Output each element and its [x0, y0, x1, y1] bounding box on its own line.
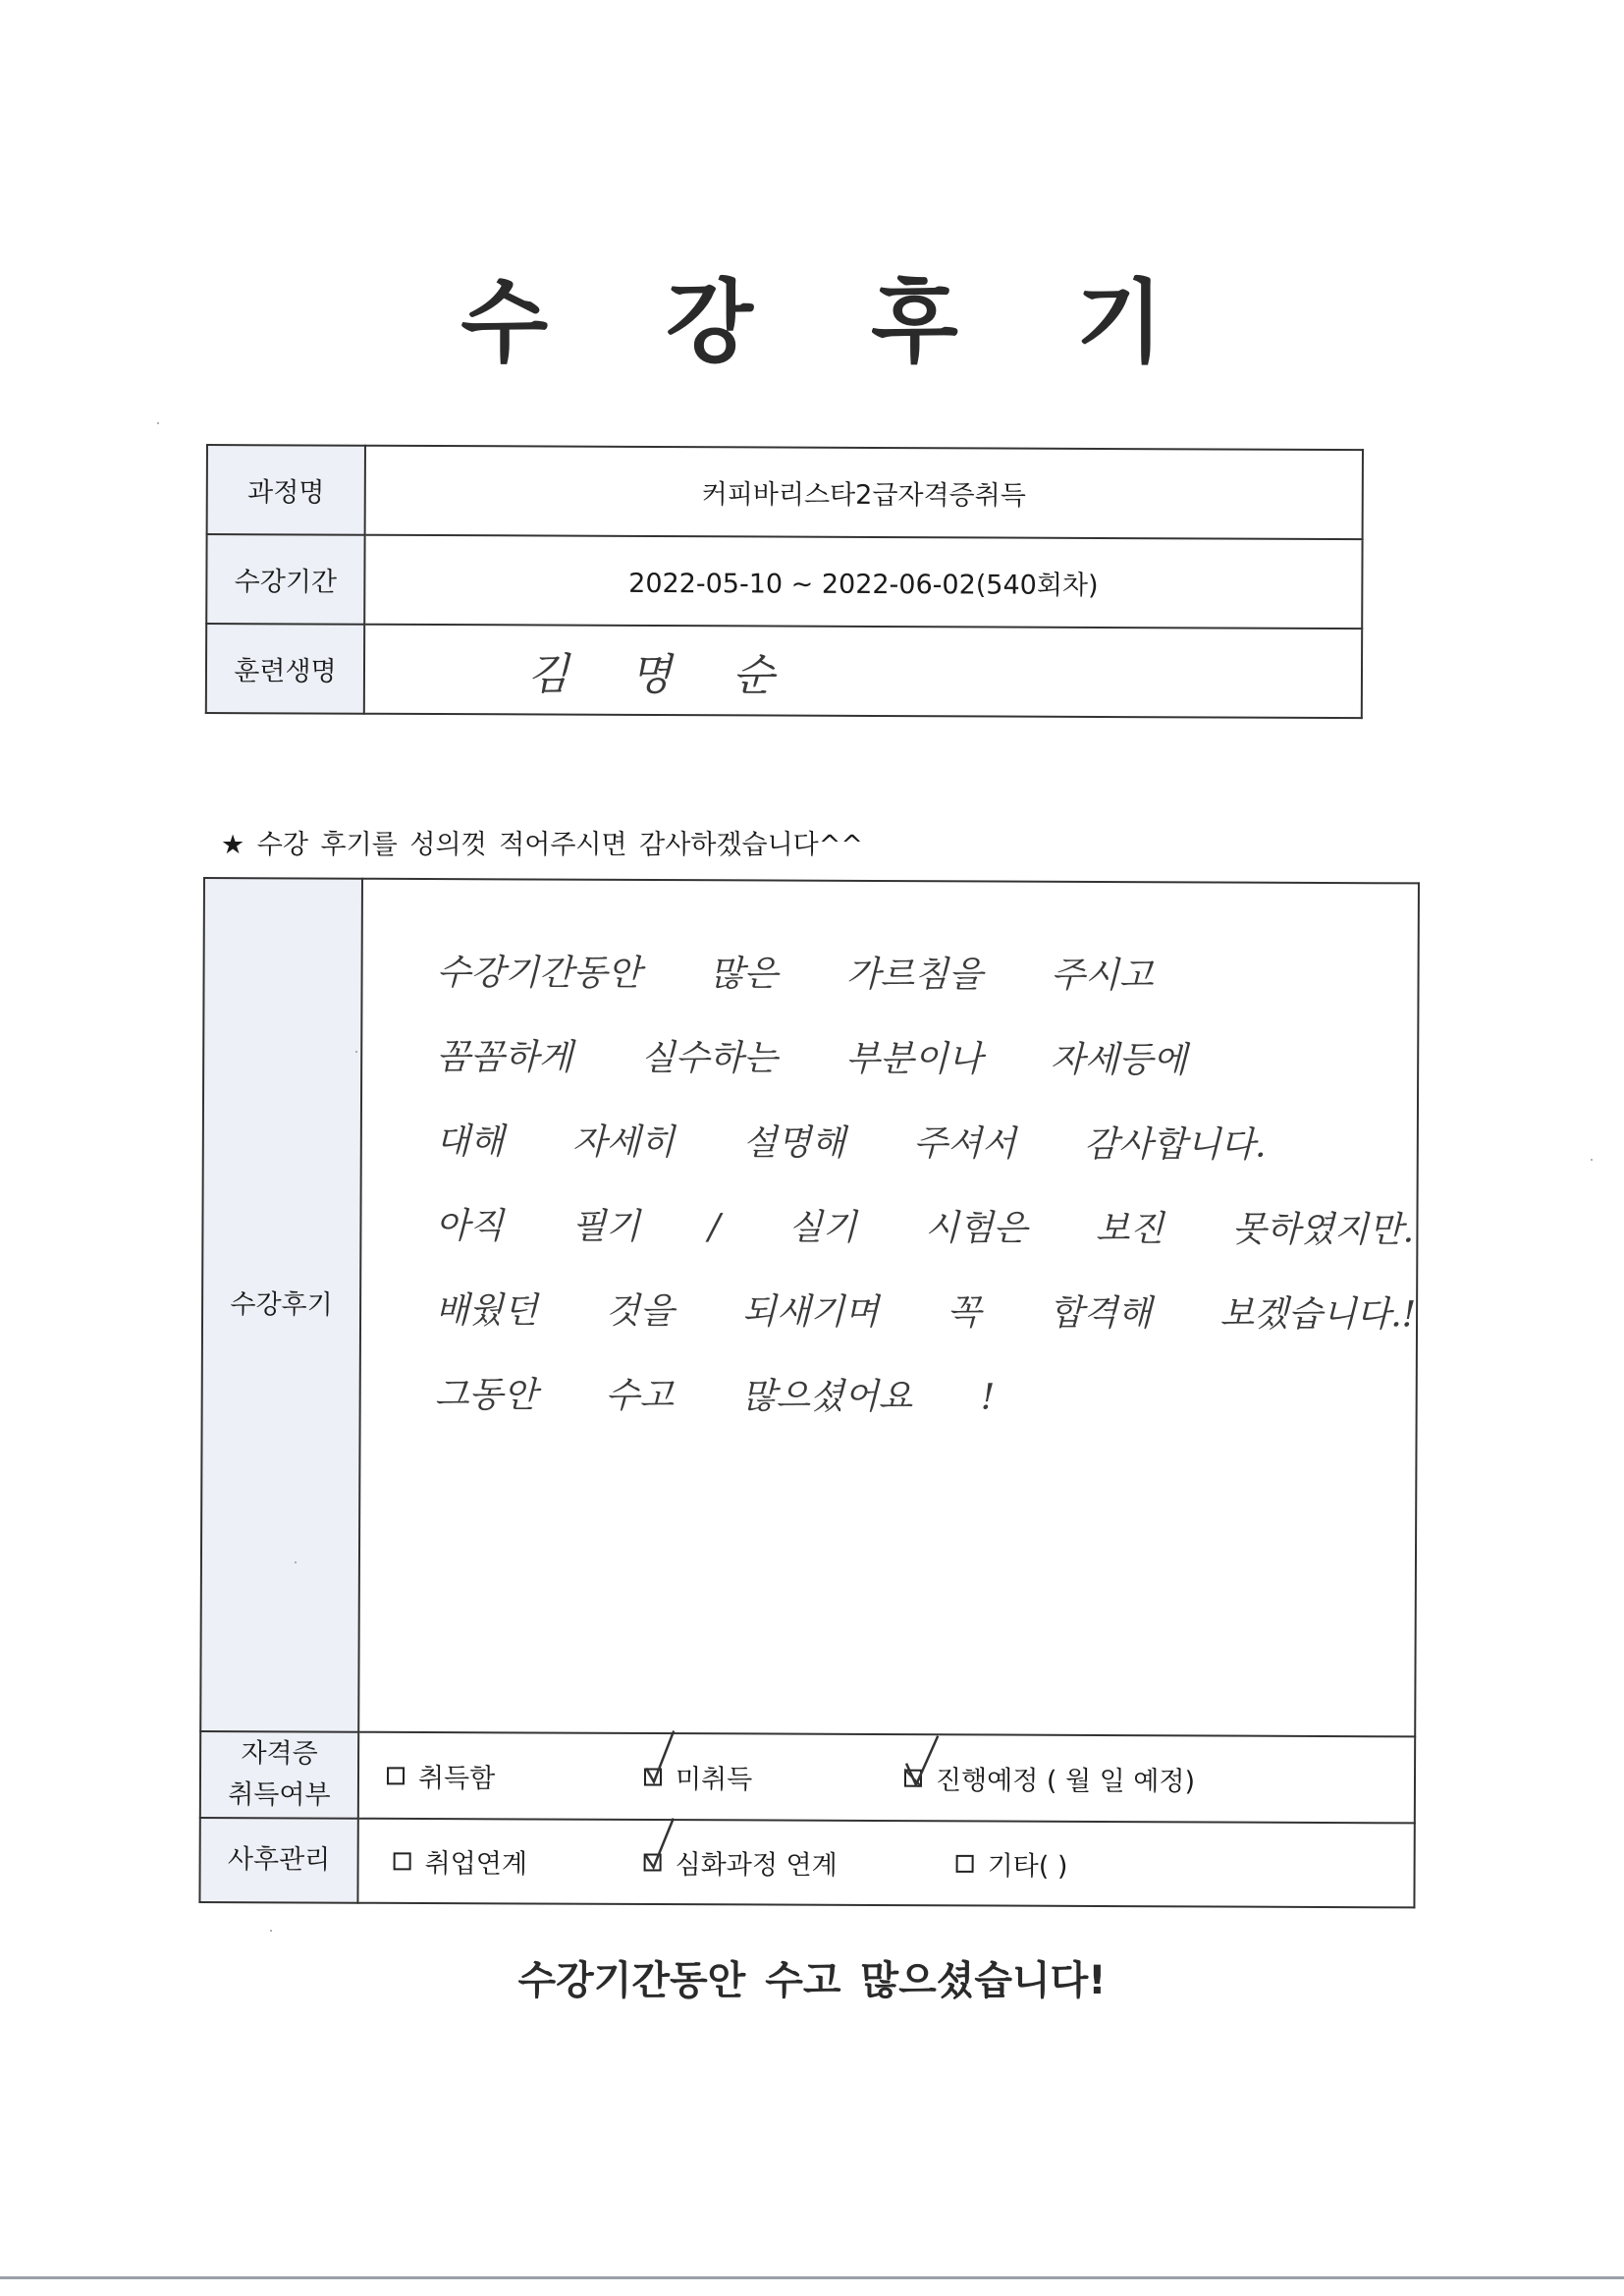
review-line: 아직 필기 / 실기 시험은 보진 못하였지만. [435, 1206, 1415, 1251]
certificate-label [200, 1731, 358, 1818]
trainee-row [206, 624, 1362, 718]
period-value: 2022-05-10 ~ 2022-06-02(540회차) [364, 535, 1362, 629]
scan-edge [0, 2276, 1624, 2279]
checkbox-job-link[interactable] [394, 1852, 411, 1870]
aftercare-label: 사후관리 [199, 1818, 357, 1903]
course-info-table [205, 444, 1364, 719]
scan-speck [270, 1930, 272, 1932]
checkbox-other[interactable] [956, 1855, 974, 1873]
option-job-link-label: 취업연계 [424, 1848, 528, 1880]
certificate-label-line2: 취득여부 [228, 1778, 331, 1811]
review-line: 꼼꼼하게 실수하는 부분이나 자세등에 [436, 1037, 1188, 1081]
checkmark-icon [644, 1728, 679, 1785]
certificate-row [200, 1731, 1415, 1823]
aftercare-row [199, 1818, 1414, 1907]
option-in-progress[interactable] [904, 1758, 1195, 1797]
footer-message: 수강기간동안 수고 많으셨습니다! [517, 1958, 1107, 2003]
option-acquired-label: 취득함 [417, 1763, 496, 1794]
option-in-progress-label: 진행예정 ( 월 일 예정) [935, 1765, 1196, 1797]
option-other-label: 기타( ) [987, 1850, 1068, 1883]
aftercare-options [357, 1818, 1414, 1907]
review-body [358, 879, 1419, 1737]
certificate-options [358, 1732, 1415, 1823]
option-advanced-course[interactable] [644, 1842, 838, 1882]
review-line: 수강기간동안 많은 가르침을 주시고 [436, 953, 1154, 997]
review-line: 배웠던 것을 되새기며 꼭 합격해 보겠습니다.! [434, 1290, 1417, 1336]
course-row [207, 445, 1363, 539]
scan-speck [295, 1561, 297, 1563]
notice-text: ★ 수강 후기를 성의껏 적어주시면 감사하겠습니다^^ [221, 830, 864, 860]
option-not-acquired[interactable] [644, 1757, 752, 1795]
option-acquired[interactable] [387, 1756, 495, 1794]
review-line: 대해 자세히 설명해 주셔서 감사합니다. [435, 1121, 1267, 1166]
option-job-link[interactable] [394, 1841, 527, 1881]
checkbox-not-acquired[interactable] [644, 1768, 662, 1785]
certificate-label-line1: 자격증 [241, 1738, 318, 1770]
scan-speck [355, 1051, 357, 1053]
checkmark-icon [904, 1729, 940, 1786]
scan-speck [1591, 1159, 1593, 1161]
checkmark-icon [644, 1814, 679, 1871]
option-other[interactable] [956, 1844, 1068, 1883]
checkbox-advanced-course[interactable] [644, 1853, 662, 1871]
review-label: 수강후기 [200, 878, 362, 1732]
review-lines [361, 880, 1419, 1443]
checkbox-in-progress[interactable] [904, 1769, 922, 1786]
page-title: 수 강 후 기 [460, 270, 1207, 375]
trainee-name-handwritten: 김 명 순 [526, 648, 798, 701]
review-row [200, 878, 1419, 1736]
checkbox-acquired[interactable] [387, 1767, 405, 1784]
option-advanced-course-label: 심화과정 연계 [675, 1849, 838, 1882]
scan-speck [157, 422, 159, 424]
course-value: 커피바리스타2급자격증취득 [365, 446, 1363, 539]
review-line: 그동안 수고 많으셨어요 ! [434, 1375, 996, 1418]
trainee-cell [364, 625, 1362, 718]
period-label: 수강기간 [206, 534, 364, 625]
trainee-label: 훈련생명 [206, 624, 364, 714]
review-table [198, 877, 1420, 1908]
course-label: 과정명 [207, 445, 365, 535]
period-row [206, 534, 1362, 629]
option-not-acquired-label: 미취득 [675, 1764, 753, 1795]
